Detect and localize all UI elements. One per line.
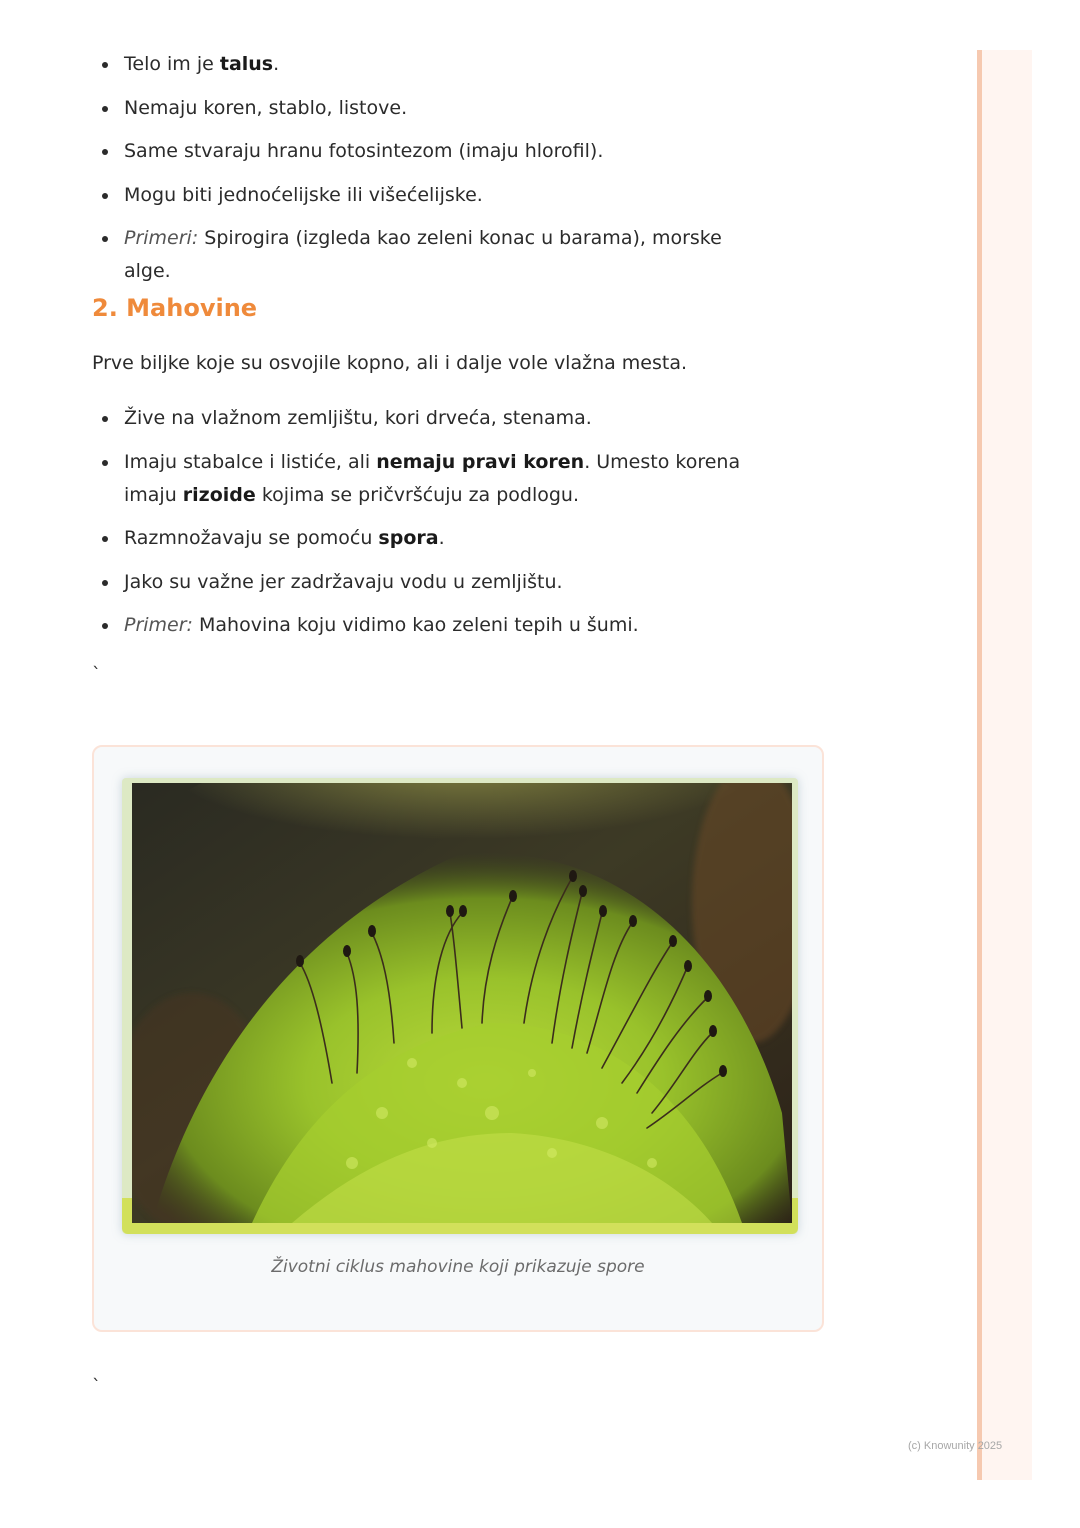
stray-mark: ` [92, 664, 101, 685]
term-rhizoids: rizoide [182, 483, 256, 506]
figure-card [92, 745, 824, 1332]
examples-label: Primeri: [124, 227, 199, 250]
list-item: Jako su važne jer zadržavaju vodu u zemljištu. [0, 566, 760, 599]
bullet-dot [102, 580, 108, 586]
algae-features-list [0, 48, 760, 299]
list-item: Primer: Mahovina koju vidimo kao zeleni tepih u šumi. [0, 609, 760, 642]
side-margin-line [977, 50, 982, 1480]
list-item: Nemaju koren, stablo, listove. [0, 92, 760, 125]
stray-mark: ` [92, 1376, 101, 1397]
figure-caption: Životni ciklus mahovine koji prikazuje spore [271, 1257, 645, 1277]
term-no-true-root: nemaju pravi koren [376, 450, 585, 473]
example-label: Primer: [124, 614, 193, 637]
list-item: Primeri: Spirogira (izgleda kao zeleni konac u barama), morske alge. [0, 222, 760, 288]
photo-frame [122, 778, 798, 1234]
bullet-dot [102, 623, 108, 629]
bullet-dot [102, 62, 108, 68]
moss-features-list [0, 402, 760, 653]
side-margin-panel [977, 50, 1032, 1480]
list-item: Same stvaraju hranu fotosintezom (imaju hlorofil). [0, 135, 760, 168]
list-item: Mogu biti jednoćelijske ili višećelijske. [0, 179, 760, 212]
section-intro: Prve biljke koje su osvojile kopno, ali i dalje vole vlažna mesta. [92, 352, 688, 374]
list-item: Telo im je talus. [0, 48, 760, 81]
term-talus: talus [219, 53, 274, 75]
term-spores: spora [378, 527, 439, 550]
section-heading: 2. Mahovine [92, 294, 258, 322]
moss-photo [132, 783, 792, 1223]
bullet-dot [102, 460, 108, 466]
bullet-dot [102, 193, 108, 199]
list-item: Žive na vlažnom zemljištu, kori drveća, stenama. [0, 402, 760, 435]
bullet-dot [102, 106, 108, 112]
bullet-dot [102, 236, 108, 242]
copyright-notice: (c) Knowunity 2025 [908, 1440, 1003, 1452]
list-item: Razmnožavaju se pomoću spora. [0, 522, 760, 555]
bullet-dot [102, 536, 108, 542]
list-item: Imaju stabalce i listiće, ali nemaju pravi koren. Umesto korena imaju rizoide kojima se pričvršćuju za podlogu. [0, 446, 760, 512]
bullet-dot [102, 149, 108, 155]
bullet-dot [102, 416, 108, 422]
